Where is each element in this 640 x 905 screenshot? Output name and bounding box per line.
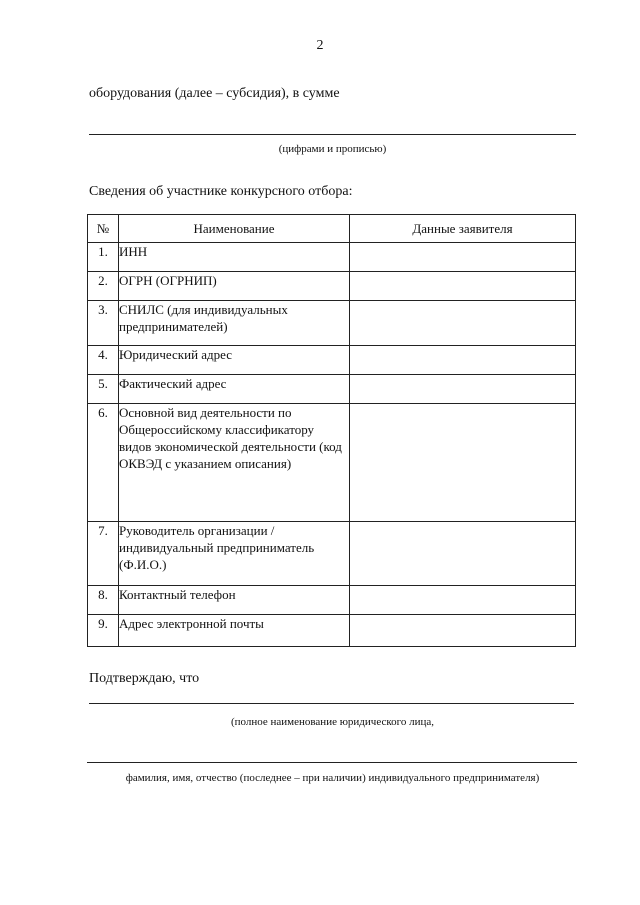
table-row <box>88 615 576 647</box>
table-row <box>88 375 576 404</box>
applicant-info-table <box>87 214 576 647</box>
row-applicant-data-field[interactable] <box>350 243 576 272</box>
table-header-row <box>88 215 576 243</box>
row-number: 3. <box>88 301 119 346</box>
entrepreneur-field-line[interactable] <box>87 762 577 763</box>
row-number: 2. <box>88 272 119 301</box>
table-row <box>88 404 576 522</box>
row-applicant-data-field[interactable] <box>350 272 576 301</box>
row-applicant-data-field[interactable] <box>350 301 576 346</box>
row-name: Контактный телефон <box>119 586 350 615</box>
row-number: 4. <box>88 346 119 375</box>
legal-name-field-line[interactable] <box>89 703 574 704</box>
header-number: № <box>88 215 119 243</box>
confirm-text: Подтверждаю, что <box>89 671 200 686</box>
table-body <box>88 243 576 647</box>
table-row <box>88 243 576 272</box>
table-row <box>88 586 576 615</box>
page-number: 2 <box>316 38 324 53</box>
row-name: Юридический адрес <box>119 346 350 375</box>
row-name: СНИЛС (для индивидуальных предпринимателей) <box>119 301 350 346</box>
row-name: Руководитель организации / индивидуальный предприниматель (Ф.И.О.) <box>119 522 350 586</box>
row-number: 9. <box>88 615 119 647</box>
table-row <box>88 346 576 375</box>
legal-name-hint: (полное наименование юридического лица, <box>230 716 435 728</box>
row-applicant-data-field[interactable] <box>350 615 576 647</box>
row-applicant-data-field[interactable] <box>350 586 576 615</box>
row-applicant-data-field[interactable] <box>350 346 576 375</box>
row-number: 7. <box>88 522 119 586</box>
amount-hint: (цифрами и прописью) <box>278 143 387 155</box>
row-applicant-data-field[interactable] <box>350 522 576 586</box>
entrepreneur-hint: фамилия, имя, отчество (последнее – при наличии) индивидуального предпринимателя) <box>125 772 540 784</box>
header-name: Наименование <box>119 215 350 243</box>
table-row <box>88 272 576 301</box>
row-number: 1. <box>88 243 119 272</box>
intro-text: оборудования (далее – субсидия), в сумме <box>89 86 340 101</box>
row-number: 5. <box>88 375 119 404</box>
amount-field-line[interactable] <box>89 134 576 135</box>
row-name: Фактический адрес <box>119 375 350 404</box>
row-applicant-data-field[interactable] <box>350 404 576 522</box>
row-name: ИНН <box>119 243 350 272</box>
row-number: 8. <box>88 586 119 615</box>
section-title: Сведения об участнике конкурсного отбора: <box>89 184 353 199</box>
row-name: ОГРН (ОГРНИП) <box>119 272 350 301</box>
table-row <box>88 522 576 586</box>
row-number: 6. <box>88 404 119 522</box>
row-name: Адрес электронной почты <box>119 615 350 647</box>
table-row <box>88 301 576 346</box>
row-name: Основной вид деятельности по Общероссийскому классификатору видов экономической деятельности (код ОКВЭД с указанием описания) <box>119 404 350 522</box>
row-applicant-data-field[interactable] <box>350 375 576 404</box>
header-applicant-data: Данные заявителя <box>350 215 576 243</box>
